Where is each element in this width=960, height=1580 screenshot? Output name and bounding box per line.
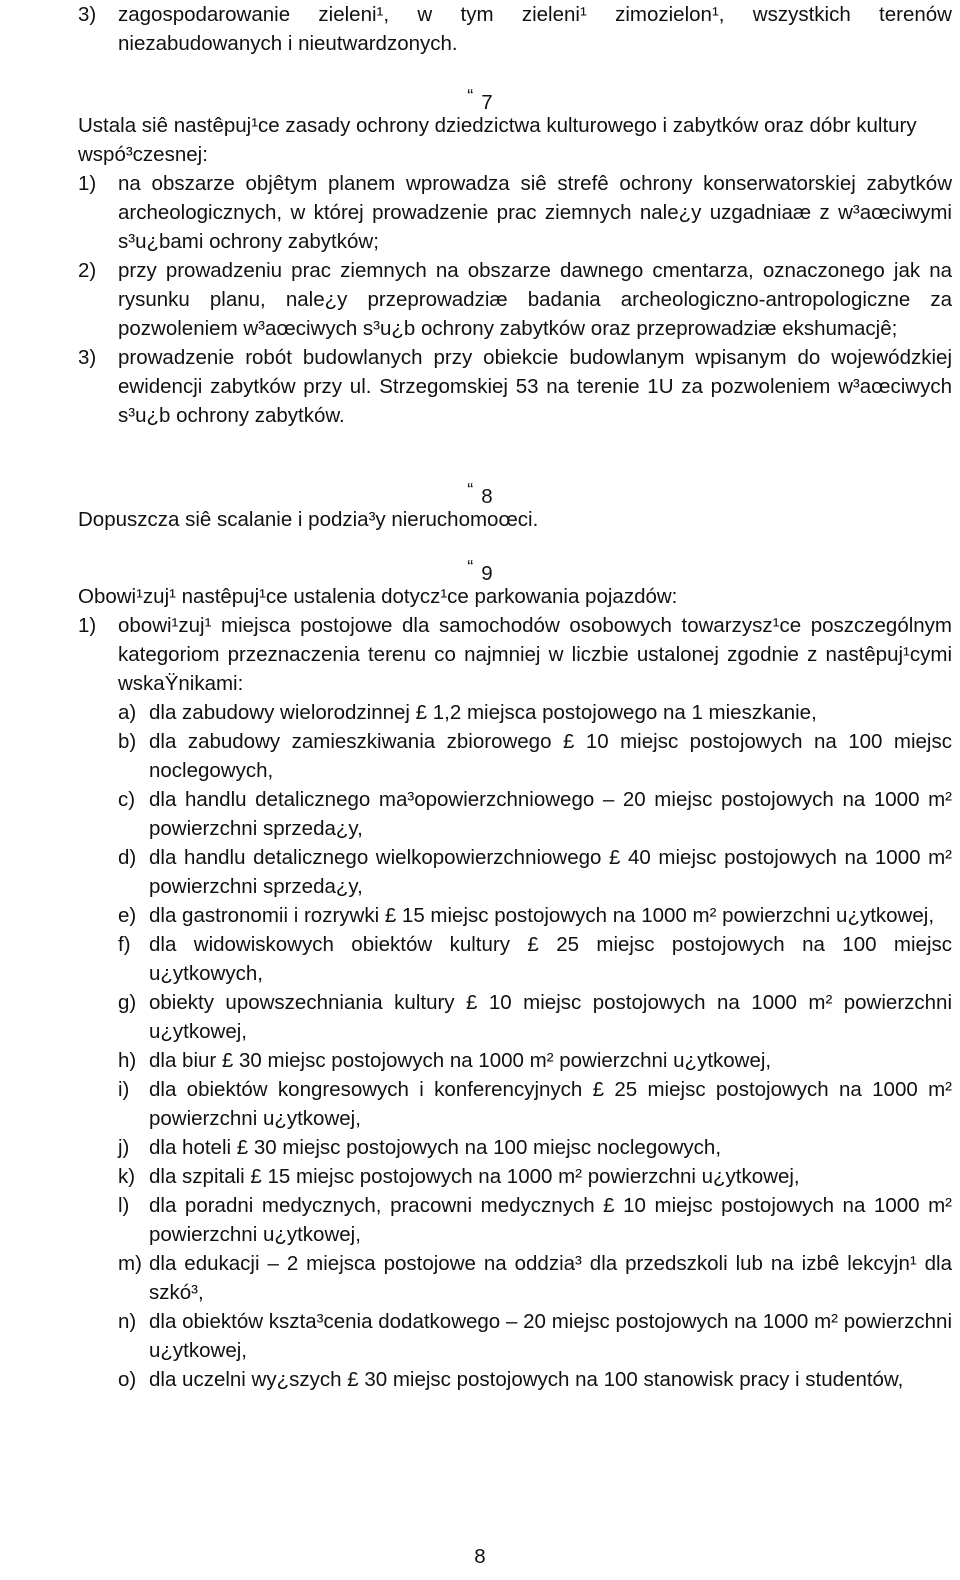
sublist-item [0, 785, 960, 843]
sublist-text: dla poradni medycznych, pracowni medycznych £ 10 miejsc postojowych na 1000 m² powierzchni u¿ytkowej, [149, 1194, 952, 1246]
list-item [0, 0, 960, 58]
sublist-letter: a) [118, 701, 137, 724]
sublist-letter: h) [118, 1049, 137, 1072]
section-7-list [0, 169, 960, 430]
sublist-letter: o) [118, 1368, 137, 1391]
sublist-item [0, 727, 960, 785]
paragraph-text: Dopuszcza siê scalanie i podzia³y nieruchomoœci. [78, 508, 539, 531]
list-text: przy prowadzeniu prac ziemnych na obszarze dawnego cmentarza, oznaczonego jak na rysunku planu, nale¿y przeprowadziæ badania archeologiczno-antropologiczne za pozwoleniem w³aœciwych s³u¿b ochrony zabytków oraz przeprowadziæ ekshumacjê; [118, 259, 952, 340]
list-item [0, 169, 960, 256]
sublist-letter: l) [118, 1194, 130, 1217]
sublist-text: dla handlu detalicznego ma³opowierzchniowego – 20 miejsc postojowych na 1000 m² powierzchni sprzeda¿y, [149, 788, 952, 840]
sublist-text: dla gastronomii i rozrywki £ 15 miejsc postojowych na 1000 m² powierzchni u¿ytkowej, [149, 904, 935, 927]
sublist-text: dla zabudowy wielorodzinnej £ 1,2 miejsca postojowego na 1 mieszkanie, [149, 701, 817, 724]
list-number: 2) [78, 259, 97, 282]
sublist-item [0, 1046, 960, 1075]
list-item [0, 256, 960, 343]
list-number: 1) [78, 172, 97, 195]
section-9-sublist [0, 698, 960, 1394]
list-text: zagospodarowanie zieleni¹, w tym zieleni¹ zimozielon¹, wszystkich terenów niezabudowanych i nieutwardzonych. [118, 3, 952, 55]
sublist-item [0, 988, 960, 1046]
sublist-letter: e) [118, 904, 137, 927]
sublist-text: dla uczelni wy¿szych £ 30 miejsc postojowych na 100 stanowisk pracy i studentów, [149, 1368, 904, 1391]
sublist-letter: g) [118, 991, 137, 1014]
list-text: prowadzenie robót budowlanych przy obiekcie budowlanym wpisanym do wojewódzkiej ewidencji zabytków przy ul. Strzegomskiej 53 na terenie 1U za pozwoleniem w³aœciwych s³u¿b ochrony zabytków. [118, 346, 952, 427]
sublist-letter: f) [118, 933, 131, 956]
section-number: 8 [481, 485, 493, 508]
section-number: 9 [481, 562, 493, 585]
sublist-text: dla obiektów kszta³cenia dodatkowego – 20 miejsc postojowych na 1000 m² powierzchni u¿ytkowej, [149, 1310, 952, 1362]
list-number: 3) [78, 346, 97, 369]
sublist-item [0, 1365, 960, 1394]
sublist-item [0, 1075, 960, 1133]
sublist-text: obiekty upowszechniania kultury £ 10 miejsc postojowych na 1000 m² powierzchni u¿ytkowej, [149, 991, 952, 1043]
sublist-letter: i) [118, 1078, 130, 1101]
sublist-text: dla widowiskowych obiektów kultury £ 25 miejsc postojowych na 100 miejsc u¿ytkowych, [149, 933, 952, 985]
list-text: obowi¹zuj¹ miejsca postojowe dla samochodów osobowych towarzysz¹ce poszczególnym kategoriom przeznaczenia terenu co najmniej w liczbie ustalonej zgodnie z nastêpuj¹cymi wskaŸnikami: [118, 614, 952, 695]
sublist-text: dla zabudowy zamieszkiwania zbiorowego £ 10 miejsc postojowych na 100 miejsc noclegowych, [149, 730, 952, 782]
sublist-item [0, 1191, 960, 1249]
sublist-text: dla hoteli £ 30 miejsc postojowych na 100 miejsc noclegowych, [149, 1136, 722, 1159]
sublist-item [0, 1249, 960, 1307]
intro-text: Obowi¹zuj¹ nastêpuj¹ce ustalenia dotycz¹ce parkowania pojazdów: [78, 585, 678, 608]
section-number: 7 [481, 91, 493, 114]
sublist-item [0, 843, 960, 901]
sublist-letter: j) [118, 1136, 130, 1159]
page-number: 8 [474, 1545, 486, 1568]
sublist-letter: k) [118, 1165, 136, 1188]
sublist-letter: m) [118, 1252, 142, 1275]
sublist-item [0, 1133, 960, 1162]
sublist-item [0, 1307, 960, 1365]
sublist-letter: b) [118, 730, 137, 753]
list-text: na obszarze objêtym planem wprowadza siê strefê ochrony konserwatorskiej zabytków archeologicznych, w której prowadzenie prac ziemnych nale¿y uzgadniaæ z w³aœciwymi s³u¿bami ochrony zabytków; [118, 172, 952, 253]
sublist-item [0, 1162, 960, 1191]
sublist-item [0, 901, 960, 930]
list-number: 3) [78, 3, 97, 26]
section-intro [0, 111, 960, 169]
section-8-text [0, 505, 960, 534]
sublist-text: dla biur £ 30 miejsc postojowych na 1000 m² powierzchni u¿ytkowej, [149, 1049, 772, 1072]
list-item [0, 611, 960, 698]
sublist-text: dla handlu detalicznego wielkopowierzchniowego £ 40 miejsc postojowych na 1000 m² powierzchni sprzeda¿y, [149, 846, 952, 898]
sublist-letter: c) [118, 788, 136, 811]
sublist-letter: d) [118, 846, 137, 869]
sublist-text: dla edukacji – 2 miejsca postojowe na oddzia³ dla przedszkoli lub na izbê lekcyjn¹ dla szkó³, [149, 1252, 952, 1304]
list-number: 1) [78, 614, 97, 637]
sublist-text: dla obiektów kongresowych i konferencyjnych £ 25 miejsc postojowych na 1000 m² powierzchni u¿ytkowej, [149, 1078, 952, 1130]
section-mark-icon: “ [467, 86, 474, 106]
sublist-text: dla szpitali £ 15 miejsc postojowych na 1000 m² powierzchni u¿ytkowej, [149, 1165, 800, 1188]
list-item [0, 343, 960, 430]
section-mark-icon: “ [467, 480, 474, 500]
section-9-intro [0, 582, 960, 611]
sublist-item [0, 930, 960, 988]
section-mark-icon: “ [467, 557, 474, 577]
sublist-letter: n) [118, 1310, 137, 1333]
sublist-item [0, 698, 960, 727]
intro-text: Ustala siê nastêpuj¹ce zasady ochrony dziedzictwa kulturowego i zabytków oraz dóbr kultury wspó³czesnej: [78, 114, 917, 166]
